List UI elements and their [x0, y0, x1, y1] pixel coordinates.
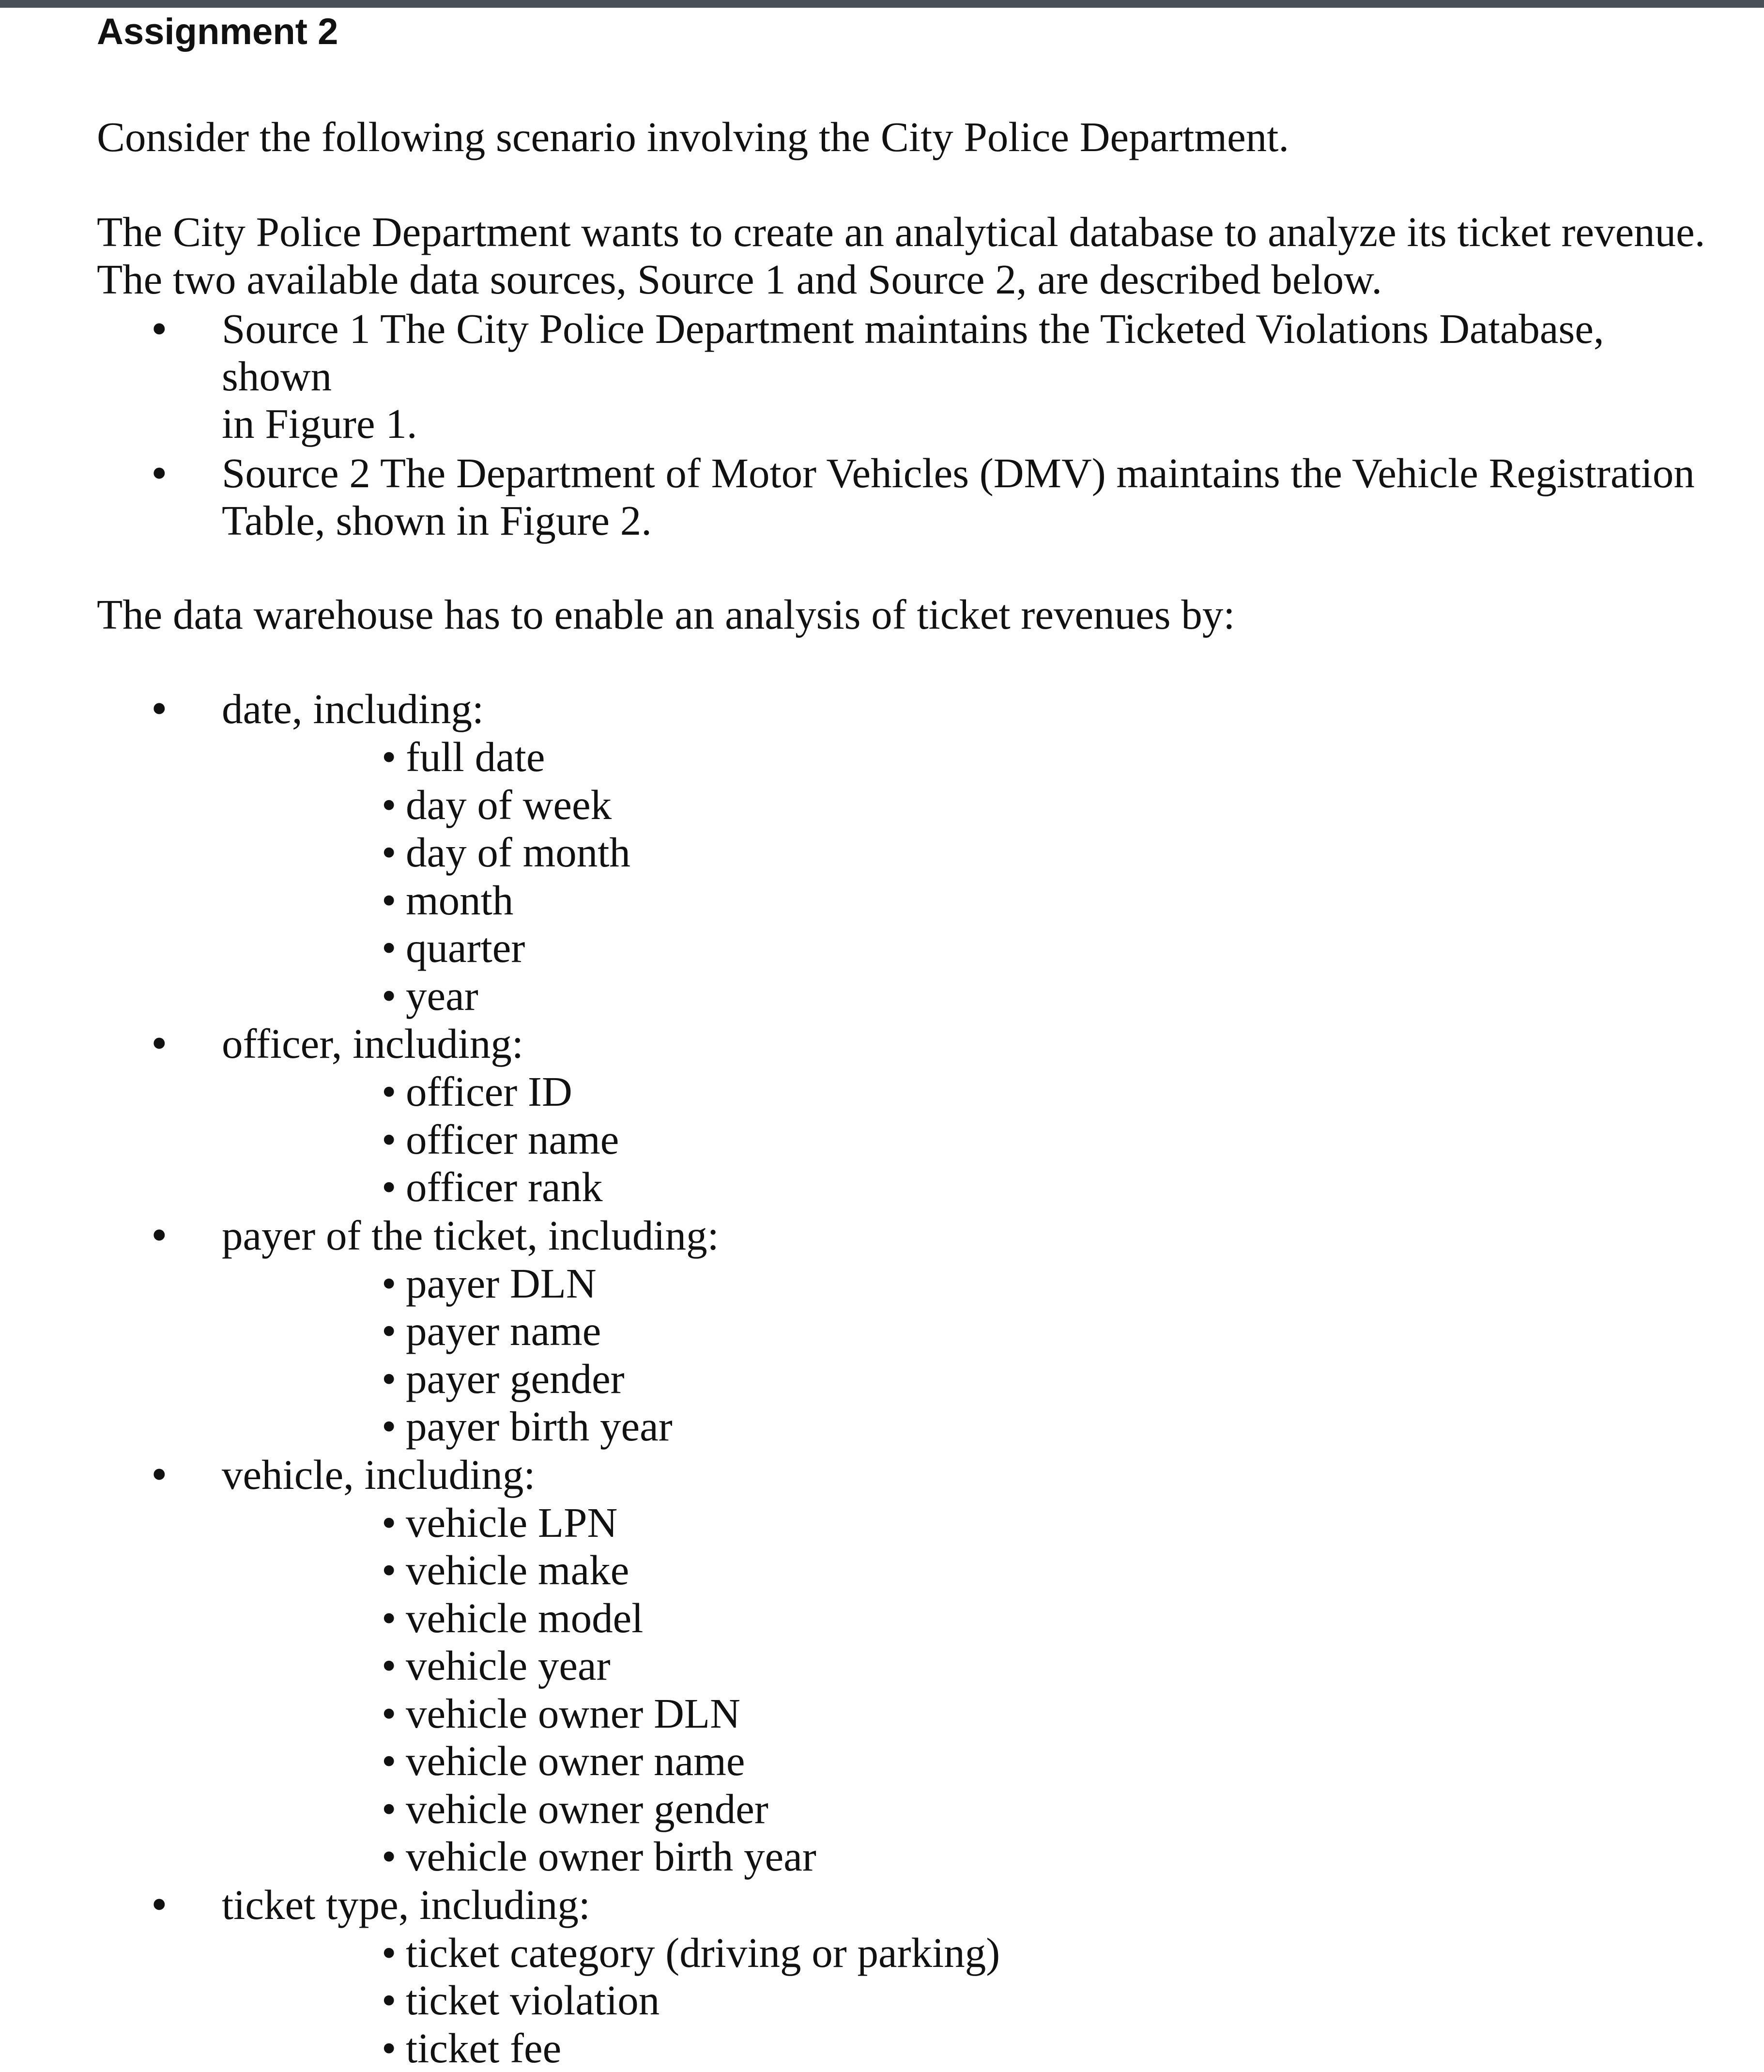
attribute-label: full date — [406, 733, 545, 780]
source-item-2 — [97, 449, 1724, 544]
attribute-list — [222, 1499, 1724, 1881]
attribute-item — [382, 1977, 1724, 2025]
attribute-label: year — [406, 972, 478, 1019]
bullet-icon: • — [151, 305, 168, 353]
attribute-label: vehicle model — [406, 1594, 643, 1641]
attribute-label: vehicle owner name — [406, 1737, 745, 1784]
bullet-icon: • — [382, 1307, 406, 1355]
window-top-bar — [0, 0, 1764, 8]
attribute-item — [382, 1833, 1724, 1881]
attribute-label: ticket category (driving or parking) — [406, 1929, 1000, 1976]
bullet-icon: • — [382, 1403, 406, 1451]
bullet-icon: • — [151, 449, 168, 497]
bullet-icon: • — [382, 1642, 406, 1690]
bullet-icon: • — [151, 685, 168, 732]
bullet-icon: • — [382, 877, 406, 925]
intro-paragraph: Consider the following scenario involving the City Police Department. — [97, 113, 1724, 161]
description-paragraph — [97, 208, 1724, 303]
bullet-icon: • — [382, 1833, 406, 1881]
attribute-label: payer DLN — [406, 1260, 597, 1307]
document-title: Assignment 2 — [97, 8, 1724, 56]
attribute-item — [382, 829, 1724, 877]
warehouse-paragraph: The data warehouse has to enable an analysis of ticket revenues by: — [97, 591, 1724, 638]
attribute-item — [382, 781, 1724, 829]
attribute-label: day of week — [406, 781, 612, 828]
source-2-line-1: Source 2 The Department of Motor Vehicles (DMV) maintains the Vehicle Registration — [222, 449, 1695, 496]
attribute-item — [382, 1499, 1724, 1547]
attribute-list — [222, 1929, 1724, 2072]
attribute-item — [382, 1260, 1724, 1308]
attribute-label: day of month — [406, 829, 630, 876]
description-line-1: The City Police Department wants to create an analytical database to analyze its ticket revenue. — [97, 208, 1724, 256]
attribute-label: quarter — [406, 924, 525, 971]
attribute-item — [382, 1068, 1724, 1116]
attribute-label: vehicle owner birth year — [406, 1833, 816, 1880]
dimension-title: date, including: — [222, 685, 1724, 733]
bullet-icon: • — [382, 1355, 406, 1403]
attribute-label: vehicle year — [406, 1642, 611, 1689]
attribute-label: payer gender — [406, 1355, 625, 1402]
attribute-item — [382, 1929, 1724, 1977]
dimension-title: vehicle, including: — [222, 1451, 1724, 1499]
dimension-item — [97, 1881, 1724, 2072]
bullet-icon: • — [382, 1737, 406, 1785]
dimension-title: officer, including: — [222, 1020, 1724, 1068]
attribute-label: vehicle LPN — [406, 1499, 617, 1546]
attribute-label: ticket fee — [406, 2025, 561, 2072]
dimension-title: ticket type, including: — [222, 1881, 1724, 1929]
dimension-item — [97, 1020, 1724, 1211]
bullet-icon: • — [382, 924, 406, 972]
bullet-icon: • — [382, 972, 406, 1020]
source-1-line-2: in Figure 1. — [222, 400, 417, 447]
attribute-item — [382, 733, 1724, 781]
attribute-label: officer rank — [406, 1163, 603, 1210]
attribute-label: officer ID — [406, 1068, 572, 1115]
attribute-label: payer name — [406, 1307, 601, 1354]
dimension-title: payer of the ticket, including: — [222, 1211, 1724, 1260]
dimension-item — [97, 685, 1724, 1020]
document-page — [97, 8, 1724, 2072]
bullet-icon: • — [382, 1690, 406, 1738]
attribute-item — [382, 1546, 1724, 1594]
attribute-label: officer name — [406, 1116, 619, 1163]
bullet-icon: • — [151, 1451, 168, 1498]
attribute-item — [382, 1163, 1724, 1211]
dimension-item — [97, 1451, 1724, 1881]
attribute-item — [382, 1785, 1724, 1833]
source-1-line-1: Source 1 The City Police Department maintains the Ticketed Violations Database, shown — [222, 305, 1604, 400]
attribute-label: vehicle owner gender — [406, 1785, 768, 1832]
bullet-icon: • — [382, 2025, 406, 2072]
attribute-item — [382, 1355, 1724, 1403]
attribute-label: vehicle make — [406, 1546, 629, 1593]
attribute-item — [382, 877, 1724, 925]
bullet-icon: • — [382, 1785, 406, 1833]
source-2-line-2: Table, shown in Figure 2. — [222, 497, 652, 544]
bullet-icon: • — [151, 1881, 168, 1928]
attribute-label: vehicle owner DLN — [406, 1690, 740, 1737]
attribute-label: payer birth year — [406, 1403, 673, 1450]
dimensions-list — [97, 685, 1724, 2072]
bullet-icon: • — [382, 1929, 406, 1977]
attribute-item — [382, 1403, 1724, 1451]
bullet-icon: • — [382, 1260, 406, 1308]
bullet-icon: • — [382, 1163, 406, 1211]
dimension-item — [97, 1211, 1724, 1451]
attribute-label: ticket violation — [406, 1977, 660, 2024]
attribute-item — [382, 1116, 1724, 1164]
source-item-1 — [97, 305, 1724, 448]
bullet-icon: • — [382, 1116, 406, 1164]
bullet-icon: • — [151, 1020, 168, 1067]
attribute-item — [382, 1307, 1724, 1355]
sources-list — [97, 305, 1724, 544]
attribute-item — [382, 972, 1724, 1020]
attribute-item — [382, 1594, 1724, 1642]
attribute-list — [222, 1068, 1724, 1211]
attribute-item — [382, 1690, 1724, 1738]
bullet-icon: • — [382, 1546, 406, 1594]
attribute-list — [222, 1260, 1724, 1451]
bullet-icon: • — [382, 1977, 406, 2025]
bullet-icon: • — [382, 1499, 406, 1547]
description-line-2: The two available data sources, Source 1 and Source 2, are described below. — [97, 256, 1724, 303]
attribute-label: month — [406, 877, 513, 924]
bullet-icon: • — [382, 781, 406, 829]
bullet-icon: • — [382, 1594, 406, 1642]
attribute-item — [382, 1642, 1724, 1690]
bullet-icon: • — [382, 829, 406, 877]
attribute-item — [382, 2025, 1724, 2072]
attribute-item — [382, 924, 1724, 972]
bullet-icon: • — [382, 733, 406, 781]
attribute-list — [222, 733, 1724, 1020]
attribute-item — [382, 1737, 1724, 1785]
bullet-icon: • — [151, 1211, 168, 1259]
bullet-icon: • — [382, 1068, 406, 1116]
